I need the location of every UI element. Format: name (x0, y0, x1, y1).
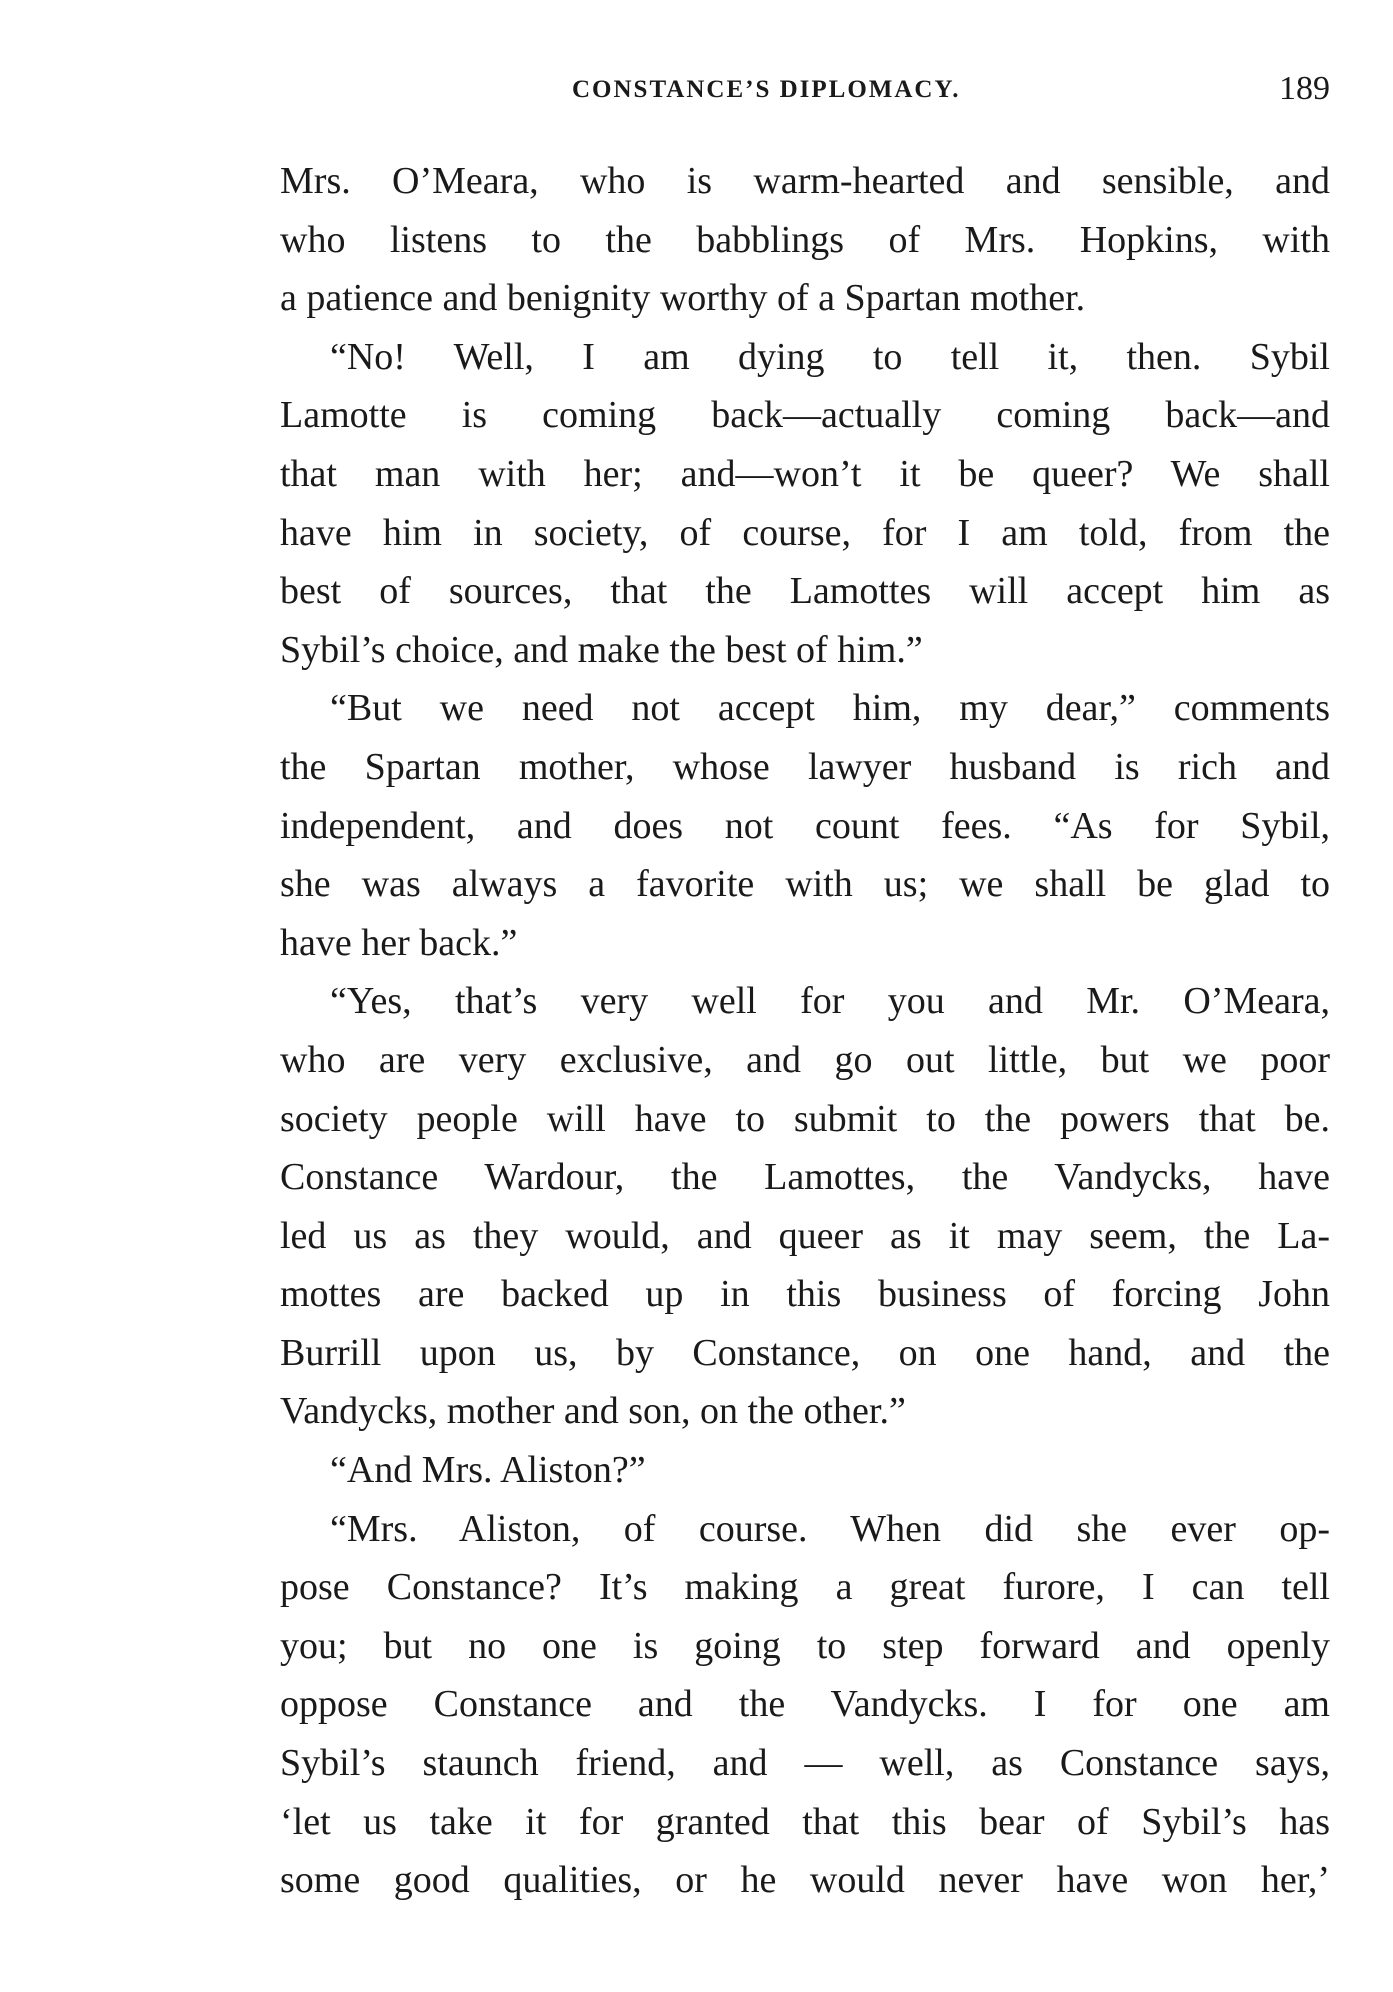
text-line: oppose Constance and the Vandycks. I for one am (280, 1683, 1330, 1726)
text-line: Vandycks, mother and son, on the other.” (280, 1390, 906, 1433)
text-line: “But we need not accept him, my dear,” comments (330, 687, 1330, 730)
page-number: 189 (1279, 70, 1330, 107)
text-line: have him in society, of course, for I am told, from the (280, 511, 1330, 554)
text-line: “Mrs. Aliston, of course. When did she ever op- (330, 1507, 1330, 1550)
text-line: Mrs. O’Meara, who is warm-hearted and sensible, and (280, 160, 1330, 202)
text-line: a patience and benignity worthy of a Spartan mother. (280, 277, 1086, 320)
text-line: independent, and does not count fees. “As for Sybil, (280, 804, 1330, 847)
text-line: who listens to the babblings of Mrs. Hopkins, with (280, 218, 1330, 261)
text-line: the Spartan mother, whose lawyer husband is rich and (280, 745, 1330, 788)
text-line: best of sources, that the Lamottes will accept him as (280, 570, 1330, 613)
text-line: Constance Wardour, the Lamottes, the Vandycks, have (280, 1156, 1330, 1199)
text-line: have her back.” (280, 921, 518, 964)
text-line: who are very exclusive, and go out little, but we poor (280, 1038, 1330, 1081)
text-line: “Yes, that’s very well for you and Mr. O’Meara, (330, 980, 1330, 1023)
text-line: you; but no one is going to step forward and openly (280, 1624, 1330, 1667)
text-line: mottes are backed up in this business of forcing John (280, 1273, 1330, 1316)
text-line: led us as they would, and queer as it may seem, the La- (280, 1214, 1330, 1257)
text-line: Lamotte is coming back—actually coming back—and (280, 394, 1330, 437)
text-line: pose Constance? It’s making a great furore, I can tell (280, 1566, 1330, 1609)
body-text (280, 152, 1330, 1910)
text-line: “No! Well, I am dying to tell it, then. Sybil (330, 335, 1330, 378)
text-line: Sybil’s staunch friend, and — well, as Constance says, (280, 1742, 1330, 1785)
text-line: ‘let us take it for granted that this bear of Sybil’s has (280, 1800, 1330, 1843)
running-head (280, 70, 1330, 114)
text-line: some good qualities, or he would never have won her,’ (280, 1859, 1330, 1902)
text-line: “And Mrs. Aliston?” (330, 1449, 646, 1492)
text-line: society people will have to submit to the powers that be. (280, 1097, 1330, 1140)
text-line: Burrill upon us, by Constance, on one hand, and the (280, 1331, 1330, 1374)
running-title: CONSTANCE’S DIPLOMACY. (572, 76, 961, 103)
text-line: that man with her; and—won’t it be queer? We shall (280, 452, 1330, 495)
text-line: Sybil’s choice, and make the best of him.” (280, 628, 923, 671)
text-line: she was always a favorite with us; we shall be glad to (280, 863, 1330, 906)
